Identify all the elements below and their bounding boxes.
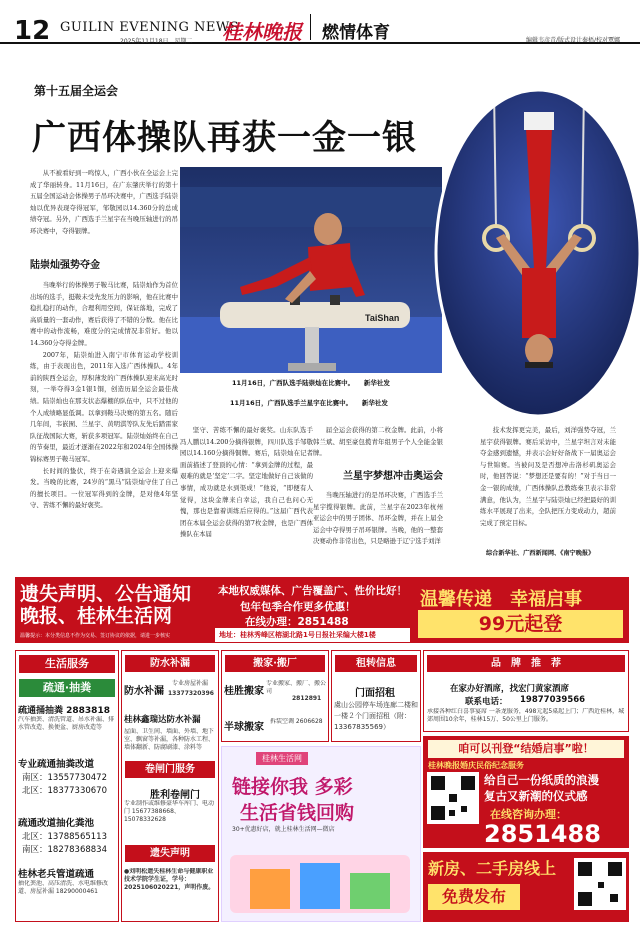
drain-ad-1-sub: 汽车抽粪、清洗管道、吊水补漏、排水管改造、换便盆、厨房改造等 [18,716,115,731]
article-kicker: 第十五届全运会 [34,84,119,98]
banner-left-line1: 遗失声明、公告通知 [20,583,192,605]
lost-ad: ●刘明松遗失桂林生命与健康职业技术学院学生证，学号：2025106020221，声明作废。 [124,868,215,891]
center-line2: 生活省钱回购 [240,802,355,824]
editor-credits: 编辑韦彦青/版式设计秦梧/校对覃娜 [526,37,621,44]
drain-head: 疏通·抽粪 [19,679,115,697]
center-tag: 桂林生活网 [256,752,308,765]
drain-ad-4-sub: 抽化粪池、高压清洗、水电维修改道、房屋补漏 18290000461 [18,880,109,895]
water-ad-1: 防水补漏 [124,686,164,697]
drain-ad-1: 疏通捅抽粪 2883818 [18,706,110,716]
banner-right-line1: 温馨传递 幸福启事 [420,589,582,610]
page-number: 12 [14,16,51,46]
banner-price: 99元起登 [418,610,623,638]
banner-mid-line2: 包年包季合作更多优惠！ [240,601,356,613]
brand-ad: 在家办好酒席，找宏门黄家酒席 [450,684,570,694]
article-column-3b [313,490,443,560]
banner-left-text [20,583,191,627]
drain-ad-3: 疏通改道抽化粪池 [18,818,95,829]
article-column-4 [480,425,616,555]
move-ad-2-sub: 拆装空调 2606628 [270,718,323,725]
paper-logo: 桂林晚报 [222,20,302,44]
body-paragraph: 当晚压轴进行的是吊环决赛，广西选手兰星宇揽得银牌。此前，兰星宇在2023年杭州亚运会中的男子团体、吊环金牌，并在上届全运会中夺得男子吊环银牌。当晚，他的一整套决赛动作非常出色，只是略逊于辽宁选手刘洋 [313,491,443,546]
rings-photo-art [434,88,640,418]
rent-sub: 虞山公园停车场连廊二楼和一楼２个门面招租（附：13367835569） [334,701,418,731]
house-qr-code [574,858,626,910]
header-divider [310,14,311,40]
article-column-1 [30,280,178,550]
shutter-ad: 胜利卷闸门 [150,790,200,801]
house-sub: 免费发布 [428,884,520,910]
drain-ad-2-phone2: 北区：18377330670 [22,786,107,796]
sponsor-logo: TaiShan [365,313,400,323]
body-paragraph: 长时间的蛰伏，终于在奇遇演全运会上迎来爆发。当晚的比赛，24岁的“黑马”陆崇灿守住了自己的擅长项目。一位冠军得到的金牌，是对他4年坚守、苦练不懈的最好褒奖。 [30,466,178,510]
shutter-head: 卷闸门服务 [125,761,215,778]
move-ad-1: 桂胜搬家 [224,686,264,697]
water-ad-1-sub: 专业房屋补漏 [172,680,209,687]
lead-paragraph: 从不被看好到一鸣惊人，广西小伙在全运会上完成了华丽转身。11月16日，在广东肇庆举行的第十五届全国运动会体操男子吊环决赛中，广西选手陆崇灿以优异表现夺得冠军，邹敬园以14.360分的总成绩夺冠。另外，广西选手兰星宇在当晚压轴进行的吊环决赛中，夺得银牌。 [30,169,178,235]
subhead-lan: 兰星宇梦想冲击奥运会 [343,471,443,482]
move-head: 搬家·搬厂 [225,655,325,672]
house-head: 新房、二手房线上 [428,859,557,878]
center-illustration [230,845,410,915]
drain-ad-2-phone1: 南区：13557730472 [22,773,107,783]
paper-name-en: GUILIN EVENING NEWS [60,20,240,35]
body-paragraph: 2007年，陆崇灿进入南宁市体育运动学校训练，由于表现出色，2011年入选广西体操队。4年前的陕西全运会，厚积薄发的广西体操队迎来高光时刻，一举夺得3金1银1铜，创造历届全运会最佳战绩。陆崇灿也在那支状态爆棚的队伍中，只不过他的个人成绩略显低调。以拿到鞍马决赛的第五名。随后几年间，韦嵌囿、兰星宇、黄明淇等队友先后踏雷家队征战国际大赛，斩获多项冠军。陆崇灿始终在自己的节奏里，最近才逐渐在2022年和2024年全国体操锦标赛男子鞍马冠军。 [30,350,178,463]
body-paragraph: 届全运会获得的第二枚金牌。此前，小将韩兰斌、胡至豪包揽青年组男子个人全能金银牌。 [313,426,443,458]
center-sub: 30+优惠好店，就上桂林生活网—微店 [232,826,335,833]
body-paragraph: 坚守、苦练不懈的最好褒奖。山东队选手冯人鹏以14.200分摘得银牌，四川队选手邹敬园以14.160分摘得铜牌。赛后，陆崇灿在记者面前描述了登顶的心情：“拿到金牌的过程，最艰难的就是‘坚定’二字。坚定地做好自己该做的事情，成功就是水到渠成！”他说，“即便有人觉得，这块金牌来自幸运，我自己也问心无愧，那也是靠着训练后应得的。”这届广西代表团在本届全运会获得的第7枚金牌，也是广西体操队在本届 [180,426,313,539]
subhead-lu: 陆崇灿强势夺金 [30,260,100,271]
rent-head: 租转信息 [335,655,417,672]
banner-mid-line1: 本地权威媒体、广告覆盖广、性价比好！ [218,585,407,597]
lost-head: 遗失声明 [125,845,215,862]
body-paragraph: 技术发挥更完美，最后，刘洋强势夺冠，兰星宇获得银牌。赛后采访中，兰星宇坦言对未能夺金感到遗憾，并表示会好好备战下一届奥运会与世锦赛。当被问及是否想冲击洛杉矶奥运会时，他回答说：“梦想还是要有的！”对于当日一金一银的成绩，广西体操队总教练秦卫表示非常满意，他认为，兰星宇与陆崇灿已经把最好的训练水平展现了出来，全队把压力变成动力，超前完成了预定目标。 [480,426,616,527]
drain-ad-4: 桂林老兵管道疏通 [18,869,95,880]
wedding-line2: 复古又新潮的仪式感 [484,789,588,803]
hotline-label: 在线咨询办理： [490,808,567,821]
banner-mid-line3: 在线办理：2851488 [245,616,349,628]
brand-sub: 承接各种红白喜事宴席 一条龙服务，498元起5桌起上门；广西近桂林，城郊周围10余年，桂林15万、50公里上门服务。 [427,708,625,723]
wedding-line1: 给自己一份纸质的浪漫 [484,773,599,787]
hotline-number: 2851488 [484,820,601,848]
drain-ad-3-phone1: 北区：13788565113 [22,832,107,842]
article-column-2 [180,425,313,565]
photo-caption-2: 11月16日，广西队选手兰星宇在比赛中。 新华社发 [230,399,388,407]
pommel-horse-photo-art [180,167,442,373]
move-ad-1-phone: 2812891 [292,695,322,702]
banner-address: 地址：桂林秀峰区榕湖北路1号日报社采编大楼1楼 [215,628,410,642]
section-title: 燃情体育 [322,23,390,43]
rent-ad: 门面招租 [355,688,395,699]
wedding-qr-code [427,772,479,824]
banner-left-line2: 晚报、桂林生活网 [20,605,173,627]
wedding-head: 咱可以刊登“结婚启事”啦！ [428,740,624,758]
article-credit: 综合新华社、广西新闻网、《南宁晚报》 [486,550,595,557]
move-ad-2: 半球搬家 [224,722,264,733]
banner-note: 温馨提示：本分类信息不作为交易、签订协议的依据，请进一步核实 [20,633,171,639]
water-ad-1-phone: 13377320396 [168,690,214,697]
body-paragraph: 当晚举行的体操男子鞍马比赛，陆崇灿作为首位出场的选手，挺鞍未受先发压力的影响，他在比赛中稳扎稳打的动作，合理利用空间，保证落地，完成了高质量的一套动作，赛后获得了不错的分数。他在比赛中的动作流畅，难度分的完成情况非常好。他以14.360分夺得金牌。 [30,281,178,347]
issue-date: 2025年11月18日 星期二 [120,38,193,45]
water-head: 防水补漏 [125,655,215,672]
photo-rings [434,88,640,418]
photo-caption-1: 11月16日，广西队选手陆崇灿在比赛中。 新华社发 [232,379,390,387]
shutter-sub: 专业制作或维修豪华车库门、电动门 15677388668、15078332628 [124,800,215,823]
brand-phone: 19877039566 [520,695,586,705]
life-service-head: 生活服务 [19,655,115,673]
article-column-3 [313,425,443,465]
water-ad-2: 桂林鑫瑞达防水补漏 [124,715,201,725]
water-ad-2-sub: 屋面、卫生间、墙面、外墙、地下室、飘窗等补漏，各种防水工程、墙体翻新、防腐刷漆、涂料等 [124,728,215,751]
move-ad-1-sub: 专业搬家、搬厂、搬公司 [266,680,327,695]
article-headline: 广西体操队再获一金一银 [32,118,417,158]
drain-ad-2: 专业疏通抽粪改道 [18,759,95,770]
photo-pommel-horse [180,167,442,373]
center-line1: 链接你我 多彩 [232,776,353,798]
brand-phone-label: 联系电话： [465,697,508,707]
drain-ad-3-phone2: 南区：18278368834 [22,845,107,855]
wedding-sub: 桂林晚报婚庆民俗纪念服务 [428,761,524,770]
brand-head: 品 牌 推 荐 [427,655,625,672]
